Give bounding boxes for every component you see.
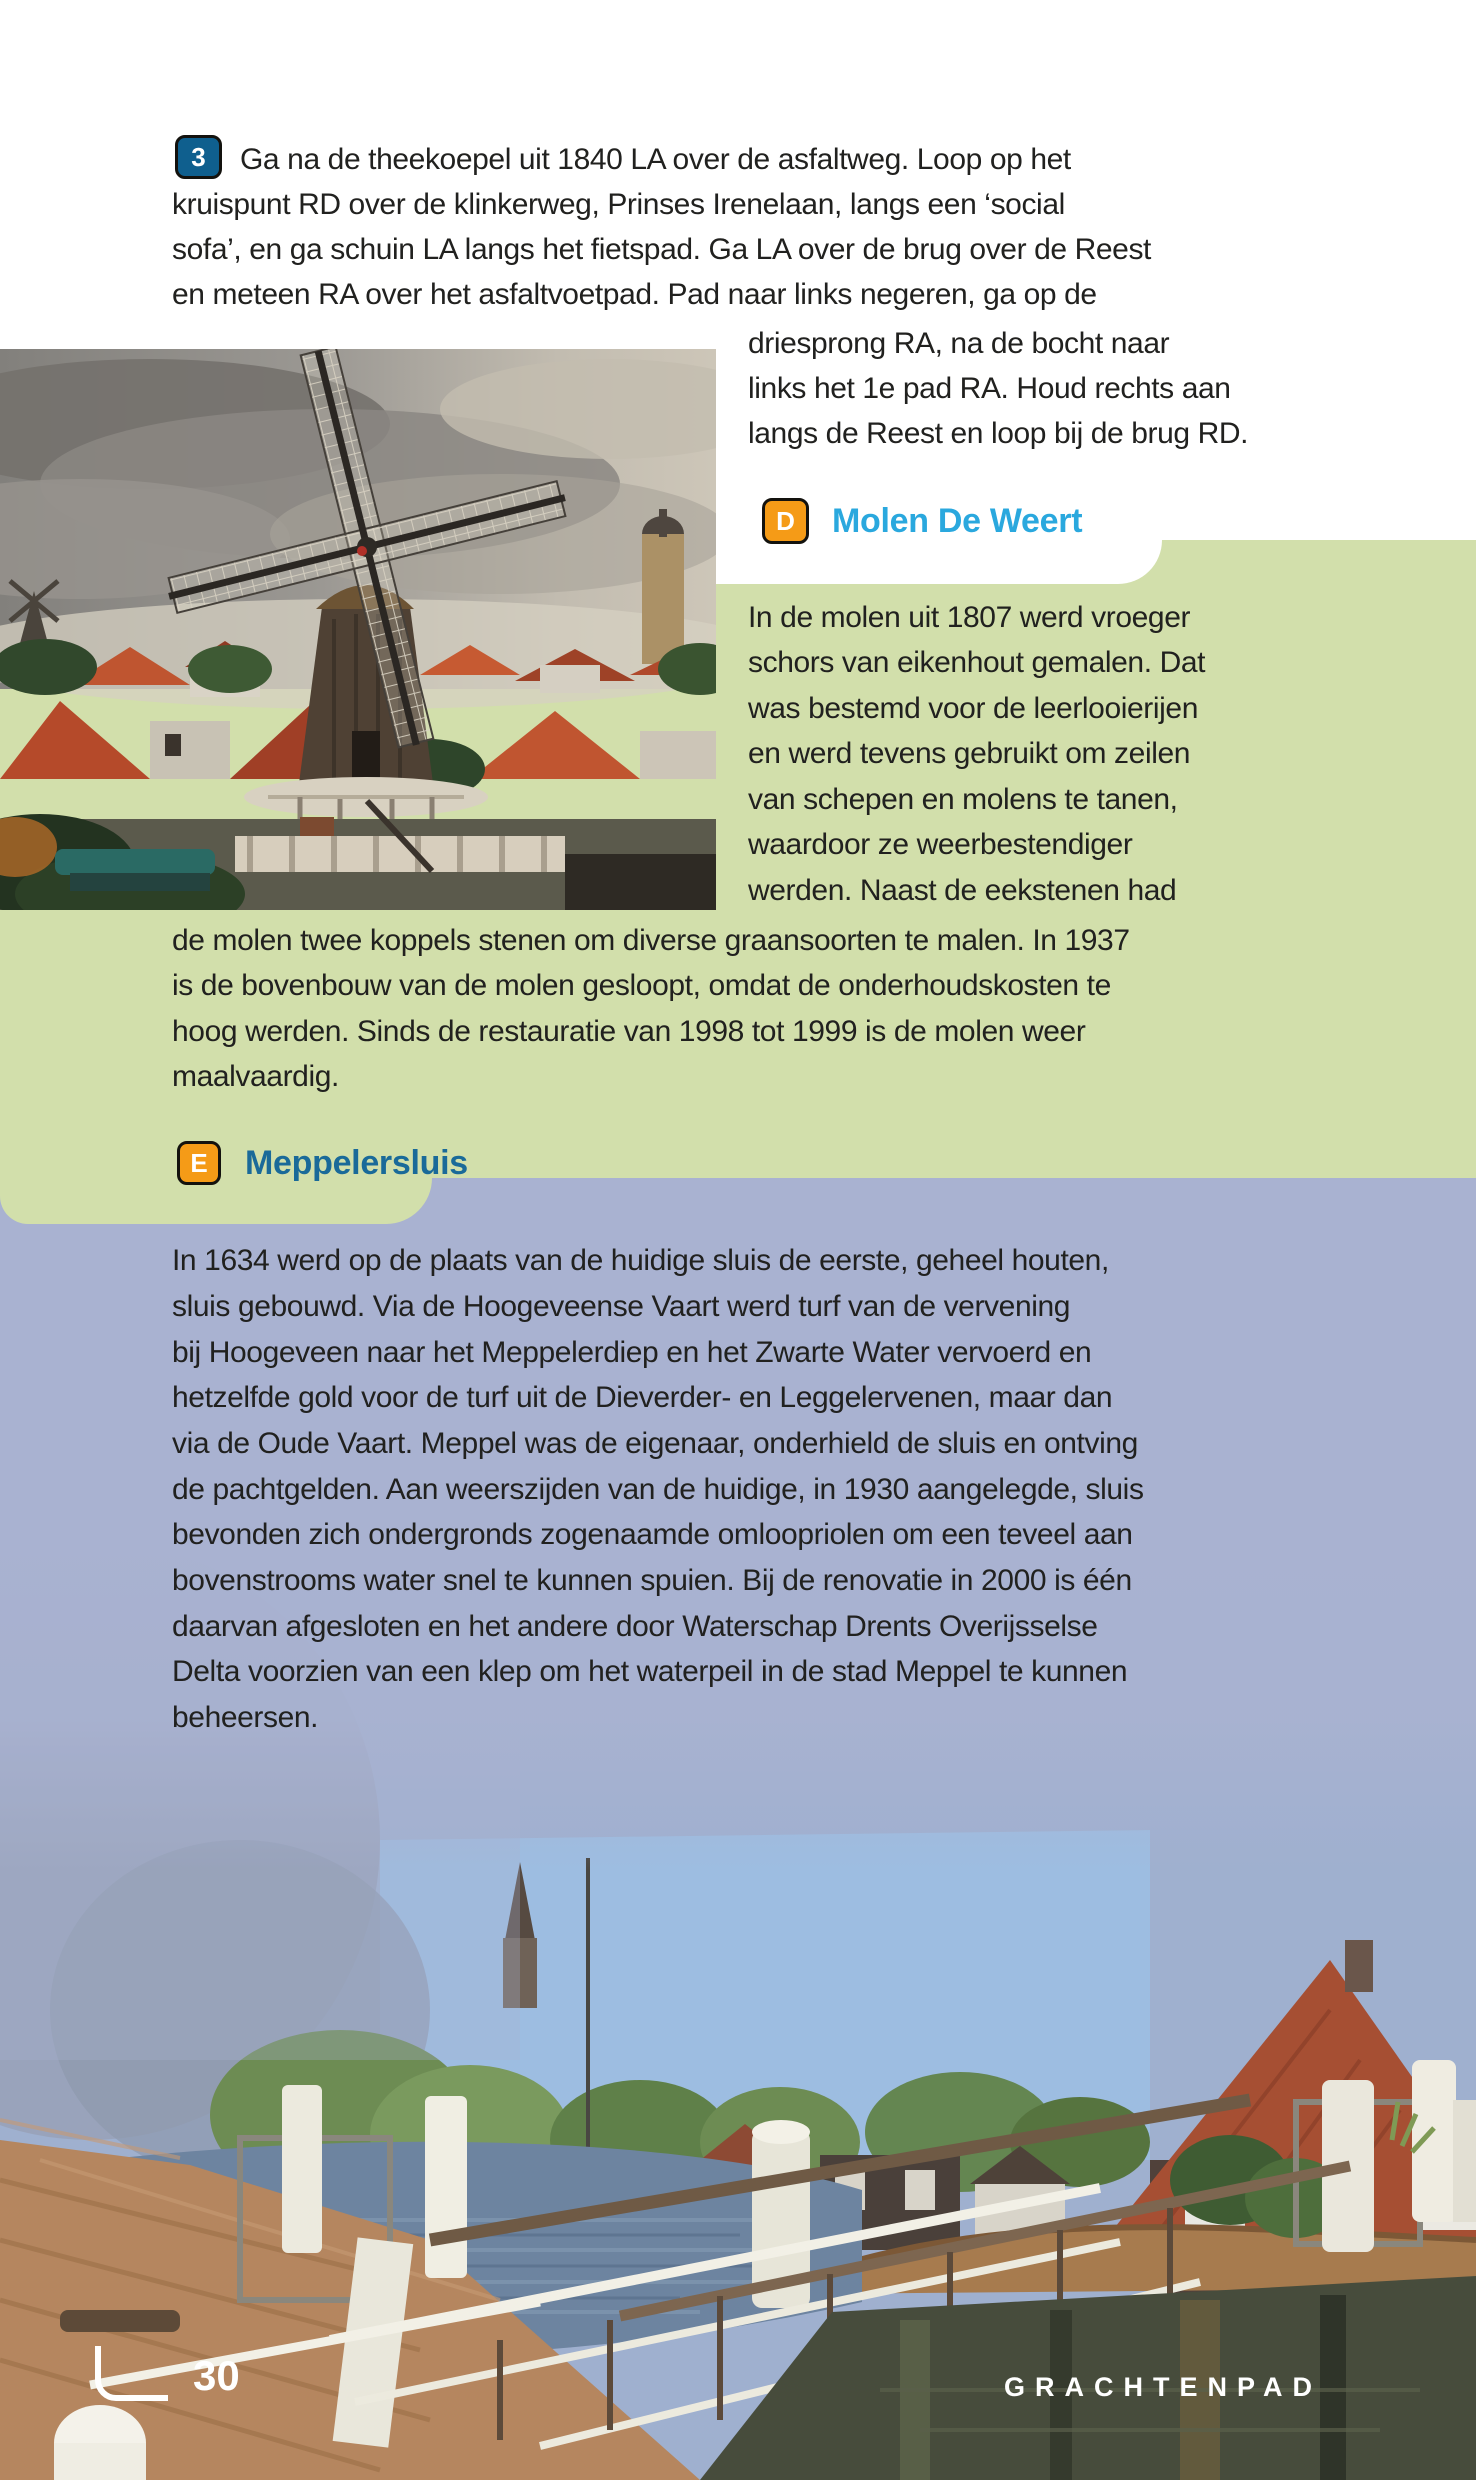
route-step-badge — [175, 135, 222, 179]
poi-e-line: bij Hoogeveen naar het Meppelerdiep en het Zwarte Water vervoerd en — [172, 1336, 1092, 1369]
poi-badge-d-letter: D — [776, 506, 795, 536]
poi-d-line: waardoor ze weerbestendiger — [748, 828, 1133, 861]
poi-d-line: en werd tevens gebruikt om zeilen — [748, 737, 1191, 770]
poi-e-line: beheersen. — [172, 1701, 319, 1734]
poi-e-line: In 1634 werd op de plaats van de huidige sluis de eerste, geheel houten, — [172, 1244, 1109, 1277]
poi-d-line: In de molen uit 1807 werd vroeger — [748, 601, 1191, 634]
poi-d-line: is de bovenbouw van de molen gesloopt, omdat de onderhoudskosten te — [172, 969, 1111, 1002]
poi-d-line: de molen twee koppels stenen om diverse graansoorten te malen. In 1937 — [172, 924, 1130, 957]
page-corner-mark-icon — [90, 2344, 190, 2408]
poi-d-line: hoog werden. Sinds de restauratie van 1998 tot 1999 is de molen weer — [172, 1015, 1086, 1048]
poi-e-line: Delta voorzien van een klep om het waterpeil in de stad Meppel te kunnen — [172, 1655, 1128, 1688]
route-line: en meteen RA over het asfaltvoetpad. Pad naar links negeren, ga op de — [172, 278, 1097, 311]
poi-d-line: van schepen en molens te tanen, — [748, 783, 1178, 816]
poi-e-line: sluis gebouwd. Via de Hoogeveense Vaart werd turf van de vervening — [172, 1290, 1071, 1323]
poi-badge-d — [762, 498, 809, 544]
route-line: sofa’, en ga schuin LA langs het fietspad. Ga LA over de brug over de Reest — [172, 233, 1151, 266]
route-line: links het 1e pad RA. Houd rechts aan — [748, 372, 1231, 405]
page-number: 30 — [193, 2352, 240, 2399]
poi-badge-e-letter: E — [190, 1148, 208, 1178]
poi-d-line: schors van eikenhout gemalen. Dat — [748, 646, 1206, 679]
poi-e-line: bovenstrooms water snel te kunnen spuien. Bij de renovatie in 2000 is één — [172, 1564, 1132, 1597]
route-line: Ga na de theekoepel uit 1840 LA over de asfaltweg. Loop op het — [240, 143, 1071, 176]
poi-e-line: de pachtgelden. Aan weerszijden van de huidige, in 1930 aangelegde, sluis — [172, 1473, 1144, 1506]
poi-e-line: via de Oude Vaart. Meppel was de eigenaar, onderhield de sluis en ontving — [172, 1427, 1138, 1460]
windmill-photo-art — [0, 349, 716, 910]
poi-badge-e — [177, 1141, 221, 1185]
route-line: langs de Reest en loop bij de brug RD. — [748, 417, 1249, 450]
poi-title-meppelersluis: Meppelersluis — [245, 1144, 468, 1182]
poi-d-line: was bestemd voor de leerlooierijen — [748, 692, 1198, 725]
route-line: driesprong RA, na de bocht naar — [748, 327, 1170, 360]
poi-e-line: bevonden zich ondergronds zogenaamde omloopriolen om een teveel aan — [172, 1518, 1133, 1551]
route-step-number: 3 — [191, 142, 206, 172]
poi-d-line: werden. Naast de eekstenen had — [748, 874, 1177, 907]
poi-d-line: maalvaardig. — [172, 1060, 339, 1093]
poi-title-molen-de-weert: Molen De Weert — [832, 502, 1083, 540]
poi-e-line: daarvan afgesloten en het andere door Waterschap Drents Overijsselse — [172, 1610, 1098, 1643]
windmill-photo — [0, 349, 716, 910]
series-title: GRACHTENPAD — [1004, 2372, 1322, 2402]
poi-e-line: hetzelfde gold voor de turf uit de Dieverder- en Leggelervenen, maar dan — [172, 1381, 1113, 1414]
route-line: kruispunt RD over de klinkerweg, Prinses Irenelaan, langs een ‘social — [172, 188, 1065, 221]
